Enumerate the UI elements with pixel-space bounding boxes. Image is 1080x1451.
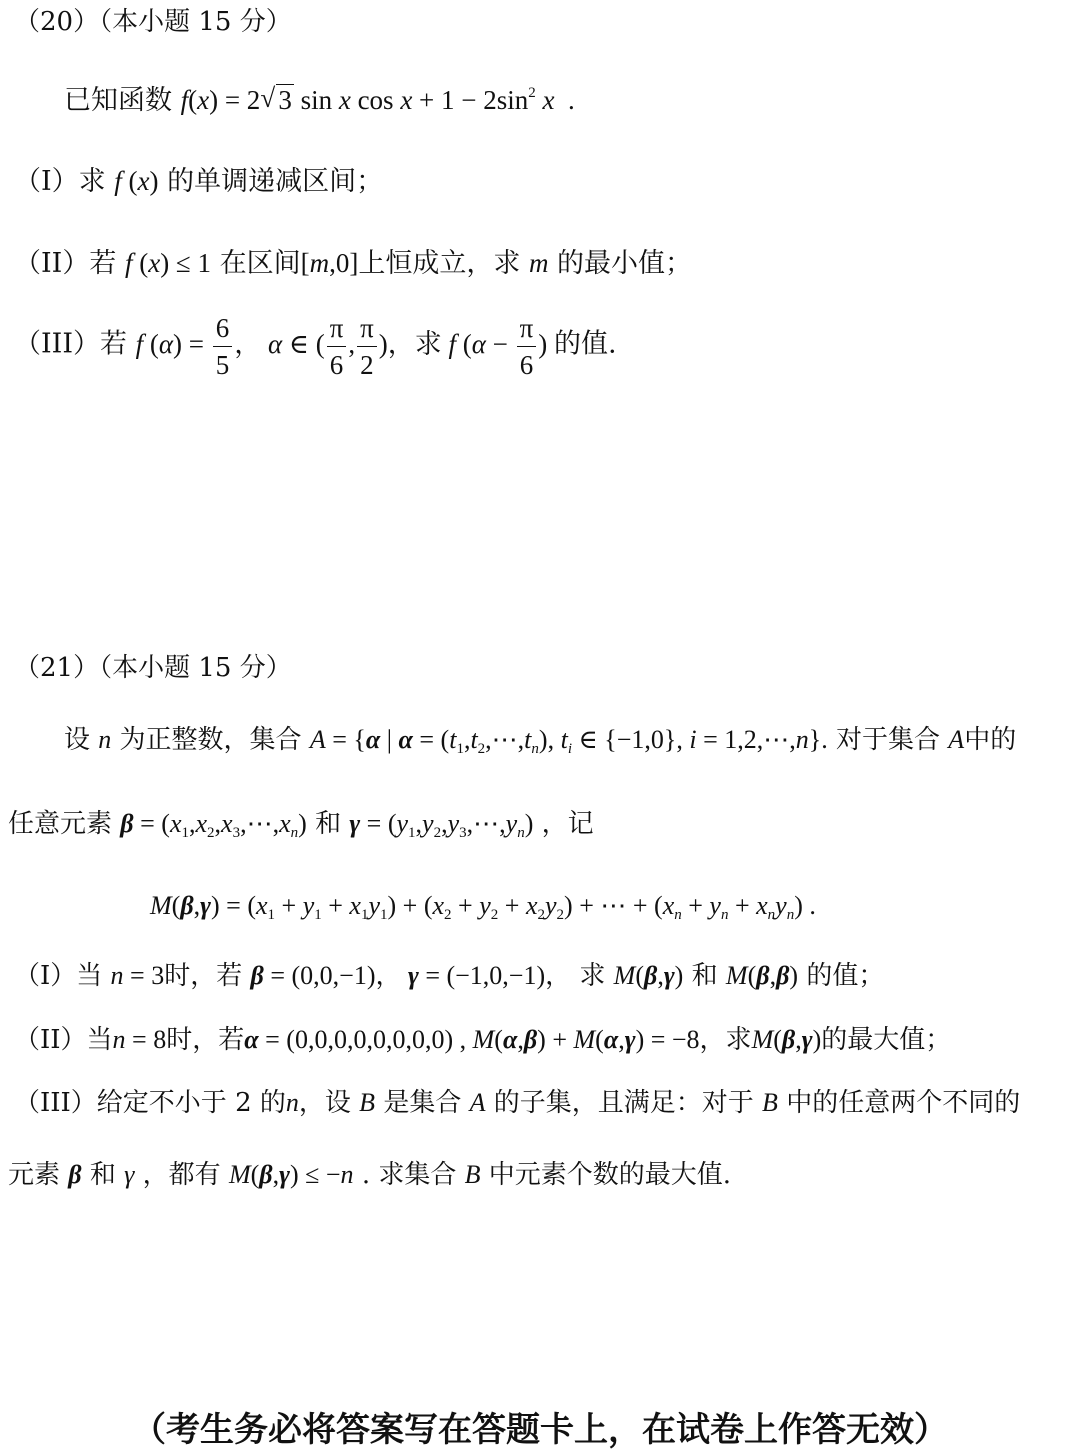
exam-footer-notice: （考生务必将答案写在答题卡上，在试卷上作答无效） xyxy=(132,1410,948,1450)
q20-part1-text: 的单调递减区间； xyxy=(167,166,384,197)
q21-line2a: 任意元素 xyxy=(8,809,113,839)
q21-part2-vals: α = (0,0,0,0,0,0,0,0) , M(α,β) + M(α,γ) = −8 xyxy=(244,1025,700,1054)
q21-line2c: ，记 xyxy=(541,809,594,839)
frac-pi-two: $\frac{\pi}{2}$ xyxy=(357,310,377,383)
q21-part3-n: n xyxy=(285,1088,299,1117)
q21-part3-B2: B xyxy=(762,1088,778,1117)
q21-part3-e: 中的任意两个不同的 xyxy=(786,1088,1021,1118)
q21-part3-beta: β xyxy=(68,1160,82,1189)
q20-part2-label: （II）若 xyxy=(14,248,117,279)
q21-part1-d: 和 xyxy=(691,961,718,991)
q21-part1-a: （I）当 xyxy=(14,961,103,991)
q21-part3-c: 是集合 xyxy=(383,1088,462,1118)
q21-part2 xyxy=(14,1027,951,1053)
q20-part2-text3: 的最小值； xyxy=(557,248,693,279)
q21-intro1: 设 xyxy=(64,725,91,755)
frac-pi-six: $\frac{\pi}{6}$ xyxy=(327,310,347,383)
q21-part3-a: （III）给定不小于 2 的 xyxy=(14,1088,286,1118)
q21-part3-B: B xyxy=(359,1088,376,1117)
q20-part2-text: 在区间 xyxy=(219,248,301,279)
q20-part2-interval: [m,0] xyxy=(300,248,359,278)
q21-part3-cond: M(β,γ) ≤ −n xyxy=(228,1160,354,1189)
q21-gamma-def: $\gamma = (y_1,y_2,y_3,\cdots,y_n)$ xyxy=(349,809,534,841)
q21-intro xyxy=(64,727,1016,757)
q21-part3-gamma: γ xyxy=(124,1160,135,1189)
q20-part1-label: （I）求 xyxy=(14,166,106,197)
q21-n: n xyxy=(98,725,112,754)
frac-pi-six-2: $\frac{\pi}{6}$ xyxy=(517,310,537,383)
q20-part2-m: m xyxy=(528,248,549,278)
q21-part3-g: 和 xyxy=(89,1160,116,1190)
q20-part2-text2: 上恒成立，求 xyxy=(358,248,521,279)
q21-part3-cont xyxy=(8,1162,731,1188)
q21-part1-n: n = 3 xyxy=(110,961,165,990)
q21-part3-h: ，都有 xyxy=(142,1160,221,1190)
frac-six-five: $\frac{6}{5}$ xyxy=(213,310,233,383)
q21-part1-e: 的值； xyxy=(806,961,885,991)
q20-function-formula: f(x) = 2√ 3 sin x $\cos x + 1 - 2\sin^2$ x . xyxy=(181,85,575,115)
q21-part2-d: 的最大值； xyxy=(821,1025,952,1055)
q21-M-definition: $M(\beta,\gamma) = (x_1 + y_1 + x_1y_1) + (x_2 + y_2 + x_2y_2)$ + ⋯ + $(x_n + y_n + x_ny_n)$ . xyxy=(150,891,816,923)
q21-part3 xyxy=(14,1090,1020,1116)
q21-part1-b: 时，若 xyxy=(164,961,243,991)
q21-line2b: 和 xyxy=(315,809,342,839)
q20-part3-formula: f (α) = $\frac{6}{5}$ ， α ∈ ( $\frac{\pi}{6}$ , $\frac{\pi}{2}$ )，求 f (α − $\frac{\pi}{6}$ ) xyxy=(136,329,554,359)
q21-part3-f: 元素 xyxy=(8,1160,61,1190)
q21-part1-M2: M(β,β) xyxy=(725,961,799,990)
q20-part1-fx: f (x) xyxy=(114,166,159,196)
q21-part3-A: A xyxy=(469,1088,486,1117)
q21-part1-c: 求 xyxy=(579,961,606,991)
q21-part2-M: M(β,γ) xyxy=(751,1025,822,1054)
q21-part1-vals: β = (0,0,−1)， γ = (−1,0,−1)， xyxy=(250,961,572,990)
q21-part1-M1: M(β,γ) xyxy=(613,961,684,990)
q20-part2-ineq: f (x) ≤ 1 xyxy=(124,248,211,278)
q21-line2 xyxy=(8,811,594,841)
q21-set-A: A = {α | $\alpha = (t_1,t_2,\cdots,t_n)$, $t_i$ ∈ {−1,0}, i = 1,2,⋯,n}. xyxy=(309,725,828,757)
q20-part3-text: 的值. xyxy=(554,328,617,360)
q21-part3-B3: B xyxy=(464,1160,481,1189)
q21-part2-c: ，求 xyxy=(699,1025,752,1055)
q20-part3-label: （III）若 xyxy=(14,328,127,360)
q21-part3-j: 中元素个数的最大值. xyxy=(488,1160,732,1190)
q21-intro2: 为正整数，集合 xyxy=(119,725,302,755)
q20-header: （20）（本小题 15 分） xyxy=(14,7,292,37)
q21-part1 xyxy=(14,963,884,989)
q20-intro xyxy=(64,86,575,114)
q21-beta-def: $\beta = (x_1,x_2,x_3,\cdots,x_n)$ xyxy=(120,809,307,841)
q20-part1 xyxy=(14,168,383,195)
q20-intro-text: 已知函数 xyxy=(64,85,172,116)
q20-part3 xyxy=(14,310,617,383)
q21-intro4: 中的 xyxy=(964,725,1017,755)
q21-part3-i: . 求集合 xyxy=(361,1160,457,1190)
q21-part2-a: （II）当 xyxy=(14,1025,113,1055)
q21-intro3: 对于集合 xyxy=(836,725,941,755)
q21-header: （21）（本小题 15 分） xyxy=(14,653,292,683)
q21-A: A xyxy=(948,725,965,754)
q21-part2-b: 时，若 xyxy=(166,1025,245,1055)
q21-part3-d: 的子集，且满足：对于 xyxy=(493,1088,754,1118)
q21-part2-n: n = 8 xyxy=(112,1025,167,1054)
q21-part3-b: ，设 xyxy=(298,1088,351,1118)
q20-part2 xyxy=(14,250,692,277)
